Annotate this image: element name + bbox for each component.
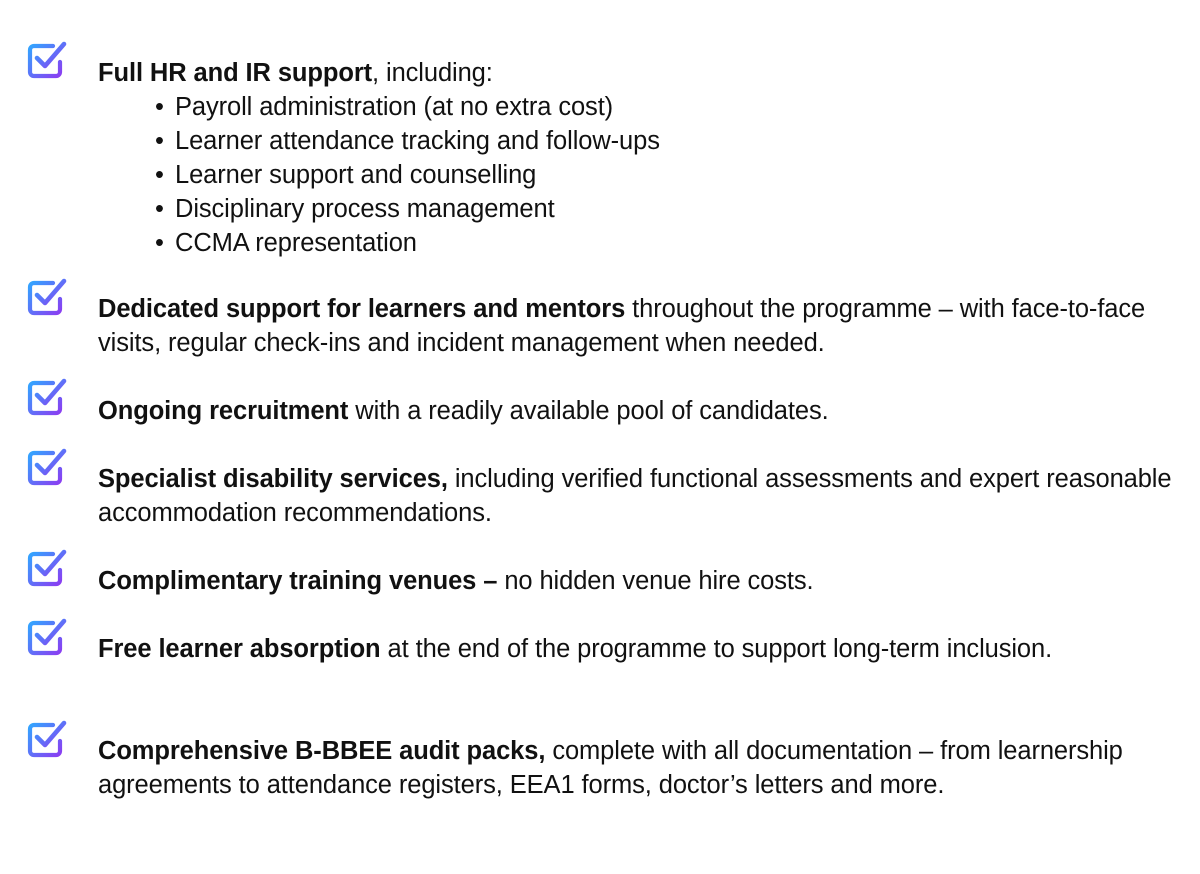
- bullet: •: [155, 229, 164, 257]
- checkbox-checked-icon: [25, 548, 69, 592]
- sub-list-item-text: Learner support and counselling: [175, 161, 537, 189]
- feature-title: Dedicated support for learners and mentors: [98, 295, 626, 323]
- checkbox-checked-icon: [25, 447, 69, 491]
- feature-title: Specialist disability services,: [98, 465, 448, 493]
- feature-title: Free learner absorption: [98, 635, 381, 663]
- sub-list-item-text: Learner attendance tracking and follow-ups: [175, 127, 660, 155]
- feature-title: Complimentary training venues –: [98, 567, 498, 595]
- checkbox-checked-icon: [25, 719, 69, 763]
- checkbox-checked-icon: [25, 617, 69, 661]
- feature-description: complete with all documentation – from learnership agreements to attendance registers, EEA1 forms, doctor’s letters and more.: [98, 737, 1123, 799]
- feature-description: throughout the programme – with face-to-face visits, regular check-ins and incident management when needed.: [98, 295, 1146, 357]
- feature-text: [98, 462, 1183, 530]
- feature-text: [98, 292, 1183, 360]
- sub-list-item: [155, 124, 1183, 158]
- sub-list-item: [155, 226, 1183, 260]
- feature-description: , including:: [372, 59, 493, 87]
- feature-description: at the end of the programme to support long-term inclusion.: [380, 635, 1053, 663]
- bullet: •: [155, 195, 164, 223]
- feature-description: including verified functional assessments and expert reasonable accommodation recommendations.: [98, 465, 1172, 527]
- feature-title: Full HR and IR support: [98, 59, 373, 87]
- checkbox-checked-icon: [25, 277, 69, 321]
- sub-list-item: [155, 158, 1183, 192]
- bullet: •: [155, 127, 164, 155]
- checkbox-checked-icon: [25, 377, 69, 421]
- sub-list: [98, 90, 1183, 260]
- feature-description: with a readily available pool of candidates.: [348, 397, 829, 425]
- feature-title: Comprehensive B-BBEE audit packs,: [98, 737, 546, 765]
- sub-list-item: [155, 192, 1183, 226]
- sub-list-item: [155, 90, 1183, 124]
- feature-title: Ongoing recruitment: [98, 397, 349, 425]
- bullet: •: [155, 161, 164, 189]
- feature-description: no hidden venue hire costs.: [497, 567, 814, 595]
- checkbox-checked-icon: [25, 40, 69, 84]
- feature-text: [98, 56, 1183, 260]
- feature-text: [98, 394, 1183, 428]
- sub-list-item-text: Payroll administration (at no extra cost): [175, 93, 614, 121]
- feature-text: [98, 734, 1183, 802]
- feature-text: [98, 632, 1183, 666]
- sub-list-item-text: CCMA representation: [175, 229, 417, 257]
- bullet: •: [155, 93, 164, 121]
- feature-text: [98, 564, 1183, 598]
- sub-list-item-text: Disciplinary process management: [175, 195, 555, 223]
